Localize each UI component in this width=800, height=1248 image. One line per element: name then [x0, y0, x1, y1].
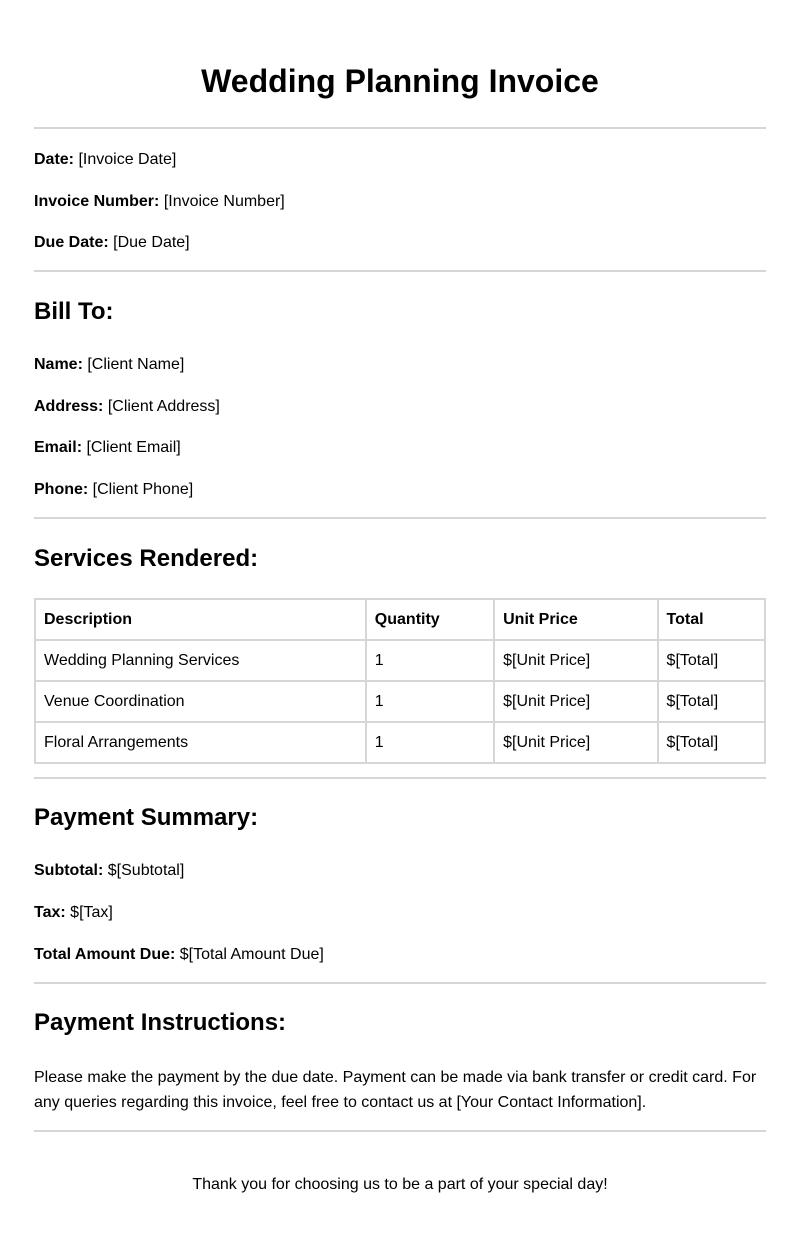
client-name [34, 355, 184, 375]
cell-total: $[Total] [658, 681, 765, 722]
divider [34, 517, 766, 519]
cell-unit-price: $[Unit Price] [494, 681, 657, 722]
cell-description: Wedding Planning Services [35, 640, 366, 681]
subtotal-value: $[Subtotal] [107, 862, 185, 879]
column-header-description: Description [35, 599, 366, 640]
table-row [35, 681, 765, 722]
due-date [34, 233, 190, 253]
cell-description: Floral Arrangements [35, 722, 366, 763]
due-date-label: Due Date: [34, 234, 109, 251]
subtotal-label: Subtotal: [34, 862, 104, 879]
payment-instructions-heading: Payment Instructions: [34, 1009, 287, 1036]
tax-label: Tax: [34, 904, 66, 921]
column-header-total: Total [658, 599, 765, 640]
due-date-value: [Due Date] [113, 234, 190, 251]
divider [34, 270, 766, 272]
tax [34, 903, 113, 923]
client-name-label: Name: [34, 356, 83, 373]
client-address-label: Address: [34, 398, 104, 415]
divider [34, 777, 766, 779]
page-title: Wedding Planning Invoice [201, 63, 599, 99]
cell-description: Venue Coordination [35, 681, 366, 722]
table-header-row [35, 599, 765, 640]
divider [34, 1130, 766, 1132]
client-phone-value: [Client Phone] [92, 481, 194, 498]
invoice-number-label: Invoice Number: [34, 193, 160, 210]
client-email [34, 438, 181, 458]
cell-quantity: 1 [366, 722, 494, 763]
client-address-value: [Client Address] [107, 398, 220, 415]
divider [34, 982, 766, 984]
table-row [35, 722, 765, 763]
subtotal [34, 861, 184, 881]
payment-summary-heading: Payment Summary: [34, 804, 259, 831]
table-row [35, 640, 765, 681]
cell-quantity: 1 [366, 640, 494, 681]
total-amount-due-label: Total Amount Due: [34, 946, 176, 963]
services-table [34, 598, 766, 764]
cell-total: $[Total] [658, 640, 765, 681]
services-heading: Services Rendered: [34, 545, 259, 572]
payment-instructions-text: Please make the payment by the due date. Payment can be made via bank transfer or credit card. For any queries regarding this invoice, feel free to contact us at [Your Contact Information]. [34, 1069, 757, 1111]
bill-to-heading: Bill To: [34, 298, 114, 325]
invoice-date-value: [Invoice Date] [78, 151, 177, 168]
invoice-date-label: Date: [34, 151, 75, 168]
invoice-number [34, 192, 285, 212]
client-email-value: [Client Email] [86, 439, 181, 456]
cell-unit-price: $[Unit Price] [494, 640, 657, 681]
tax-value: $[Tax] [70, 904, 113, 921]
total-amount-due [34, 945, 324, 965]
invoice-date [34, 150, 176, 170]
invoice-number-value: [Invoice Number] [163, 193, 285, 210]
total-amount-due-value: $[Total Amount Due] [179, 946, 324, 963]
cell-unit-price: $[Unit Price] [494, 722, 657, 763]
cell-quantity: 1 [366, 681, 494, 722]
thank-you-message: Thank you for choosing us to be a part of your special day! [192, 1176, 608, 1193]
column-header-quantity: Quantity [366, 599, 494, 640]
divider [34, 127, 766, 129]
cell-total: $[Total] [658, 722, 765, 763]
column-header-unit-price: Unit Price [494, 599, 657, 640]
client-phone-label: Phone: [34, 481, 89, 498]
client-phone [34, 480, 193, 500]
client-name-value: [Client Name] [87, 356, 185, 373]
client-address [34, 397, 220, 417]
client-email-label: Email: [34, 439, 83, 456]
